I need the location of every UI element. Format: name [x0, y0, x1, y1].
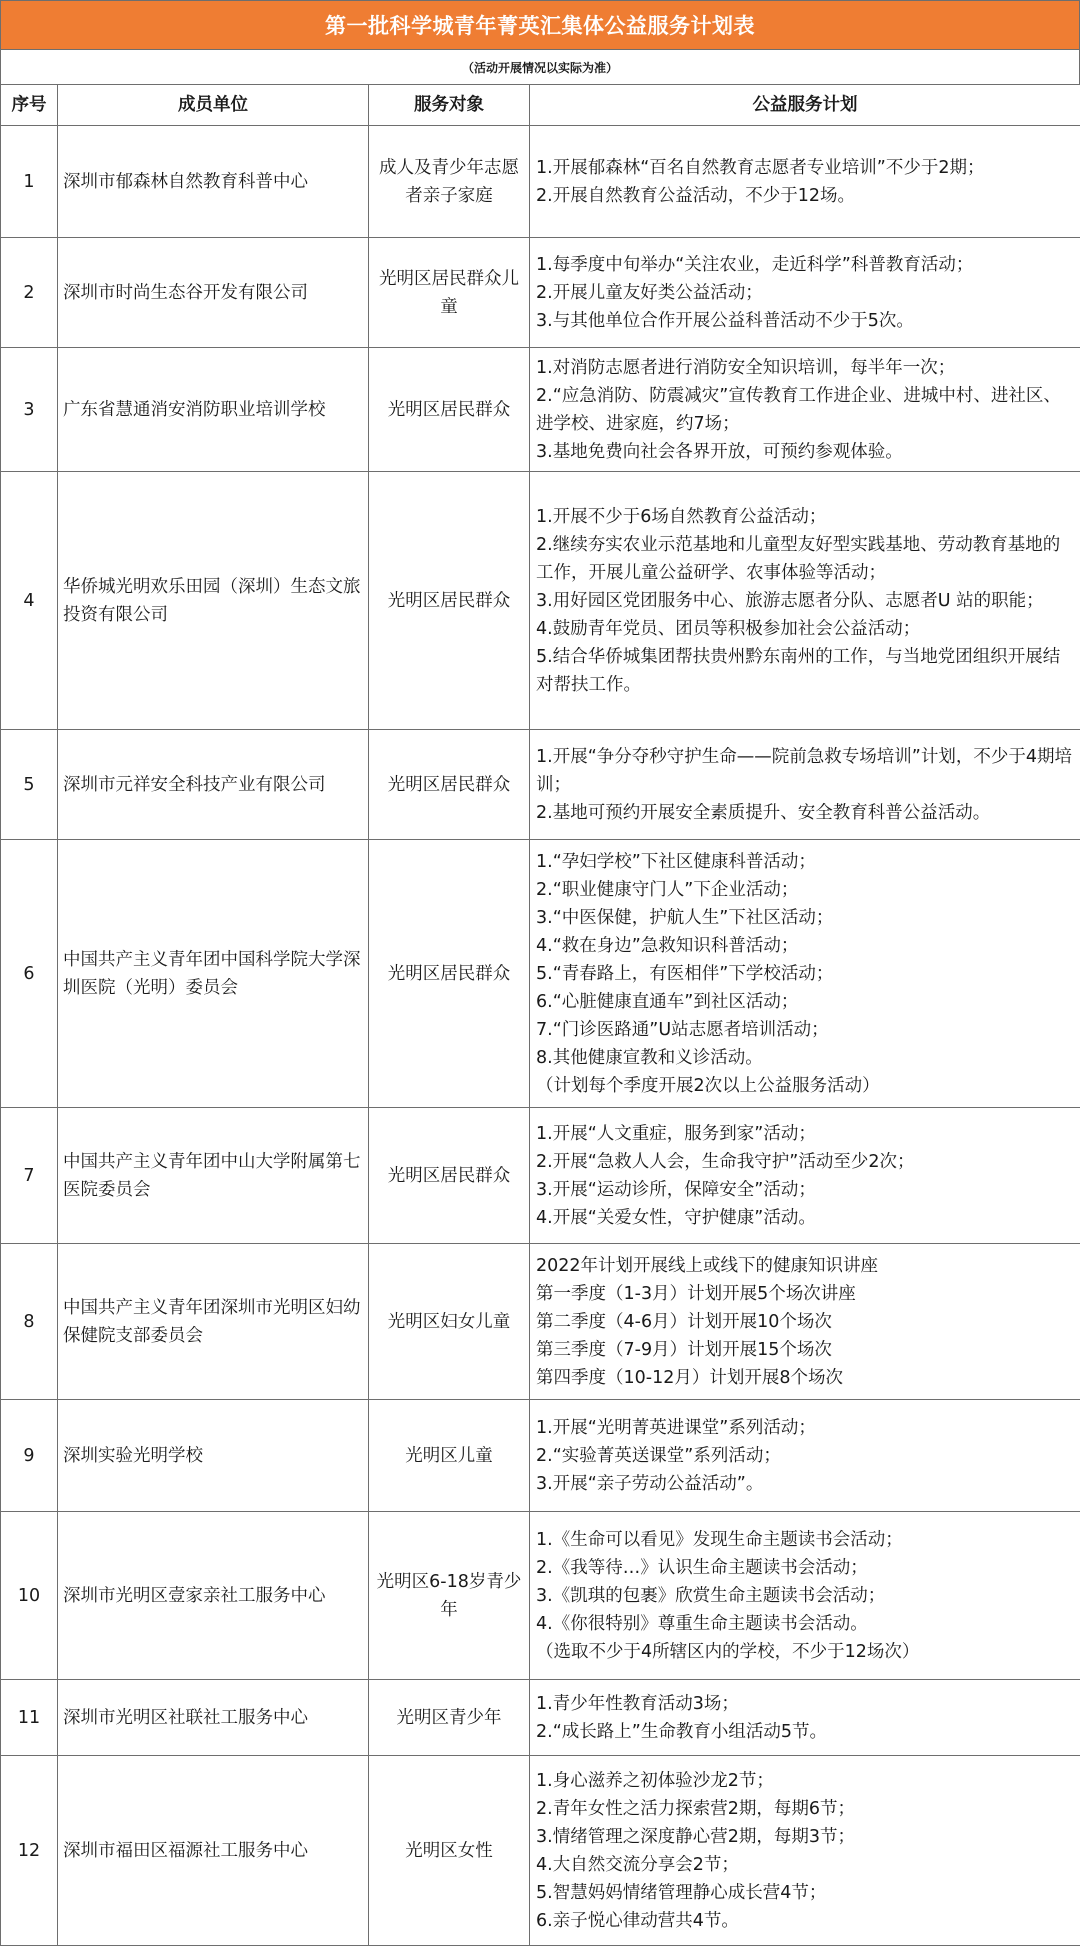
row-plan: [530, 1680, 1080, 1756]
row-target: 光明区女性: [369, 1756, 530, 1946]
table-row: [1, 348, 1080, 472]
table-title: 第一批科学城青年菁英汇集体公益服务计划表: [0, 0, 1080, 50]
row-index: 6: [1, 840, 58, 1108]
row-unit: 深圳市元祥安全科技产业有限公司: [58, 730, 369, 840]
table-row: [1, 1244, 1080, 1400]
row-unit: 华侨城光明欢乐田园（深圳）生态文旅投资有限公司: [58, 472, 369, 730]
header-unit: 成员单位: [58, 85, 369, 126]
row-plan: [530, 840, 1080, 1108]
table-row: [1, 730, 1080, 840]
header-plan: 公益服务计划: [530, 85, 1080, 126]
row-plan: [530, 472, 1080, 730]
plan-line: 1.开展“争分夺秒守护生命——院前急救专场培训”计划，不少于4期培训；: [536, 743, 1074, 799]
header-index: 序号: [1, 85, 58, 126]
plan-line: 2.“成长路上”生命教育小组活动5节。: [536, 1718, 1074, 1746]
plan-line: 3.开展“运动诊所，保障安全”活动；: [536, 1176, 1074, 1204]
row-plan: [530, 1756, 1080, 1946]
plan-line: 1.每季度中旬举办“关注农业，走近科学”科普教育活动；: [536, 251, 1074, 279]
row-plan: [530, 238, 1080, 348]
row-index: 11: [1, 1680, 58, 1756]
plan-line: 2.“实验菁英送课堂”系列活动；: [536, 1442, 1074, 1470]
row-target: 光明区居民群众: [369, 472, 530, 730]
plan-line: 3.开展“亲子劳动公益活动”。: [536, 1470, 1074, 1498]
plan-line: 第三季度（7-9月）计划开展15个场次: [536, 1336, 1074, 1364]
plan-line: 1.“孕妇学校”下社区健康科普活动；: [536, 848, 1074, 876]
row-index: 9: [1, 1400, 58, 1512]
table-row: [1, 1400, 1080, 1512]
row-plan: [530, 730, 1080, 840]
plan-line: 1.青少年性教育活动3场；: [536, 1690, 1074, 1718]
row-index: 12: [1, 1756, 58, 1946]
row-target: 成人及青少年志愿者亲子家庭: [369, 126, 530, 238]
table-row: [1, 1680, 1080, 1756]
row-target: 光明区妇女儿童: [369, 1244, 530, 1400]
row-target: 光明区6-18岁青少年: [369, 1512, 530, 1680]
plan-line: 4.《你很特别》尊重生命主题读书会活动。: [536, 1610, 1074, 1638]
table-row: [1, 1108, 1080, 1244]
plan-line: 2.开展“急救人人会，生命我守护”活动至少2次；: [536, 1148, 1074, 1176]
plan-line: 第四季度（10-12月）计划开展8个场次: [536, 1364, 1074, 1392]
row-unit: 中国共产主义青年团深圳市光明区妇幼保健院支部委员会: [58, 1244, 369, 1400]
row-index: 4: [1, 472, 58, 730]
plan-line: 5.智慧妈妈情绪管理静心成长营4节；: [536, 1879, 1074, 1907]
row-index: 10: [1, 1512, 58, 1680]
plan-line: 2.继续夯实农业示范基地和儿童型友好型实践基地、劳动教育基地的工作，开展儿童公益研学、农事体验等活动；: [536, 531, 1074, 587]
plan-line: 4.“救在身边”急救知识科普活动；: [536, 932, 1074, 960]
plan-line: 第一季度（1-3月）计划开展5个场次讲座: [536, 1280, 1074, 1308]
row-plan: [530, 1244, 1080, 1400]
plan-line: 1.对消防志愿者进行消防安全知识培训，每半年一次；: [536, 354, 1074, 382]
row-unit: 深圳市郁森林自然教育科普中心: [58, 126, 369, 238]
plan-line: 2.《我等待…》认识生命主题读书会活动；: [536, 1554, 1074, 1582]
table-row: [1, 840, 1080, 1108]
plan-line: 2.基地可预约开展安全素质提升、安全教育科普公益活动。: [536, 799, 1074, 827]
row-index: 3: [1, 348, 58, 472]
plan-line: （计划每个季度开展2次以上公益服务活动）: [536, 1072, 1074, 1100]
plan-line: 2.开展儿童友好类公益活动；: [536, 279, 1074, 307]
row-plan: [530, 1400, 1080, 1512]
row-plan: [530, 126, 1080, 238]
header-row: [1, 85, 1080, 126]
plan-line: 2.青年女性之活力探索营2期，每期6节；: [536, 1795, 1074, 1823]
row-plan: [530, 1108, 1080, 1244]
row-plan: [530, 348, 1080, 472]
plan-line: 3.与其他单位合作开展公益科普活动不少于5次。: [536, 307, 1074, 335]
row-unit: 深圳实验光明学校: [58, 1400, 369, 1512]
service-plan-table: [0, 84, 1080, 1946]
table-body: [1, 126, 1080, 1946]
plan-line: 3.《凯琪的包裹》欣赏生命主题读书会活动；: [536, 1582, 1074, 1610]
plan-line: 4.鼓励青年党员、团员等积极参加社会公益活动；: [536, 615, 1074, 643]
plan-line: 1.开展郁森林“百名自然教育志愿者专业培训”不少于2期；: [536, 154, 1074, 182]
row-index: 8: [1, 1244, 58, 1400]
row-target: 光明区居民群众儿童: [369, 238, 530, 348]
row-index: 7: [1, 1108, 58, 1244]
plan-line: 5.结合华侨城集团帮扶贵州黔东南州的工作，与当地党团组织开展结对帮扶工作。: [536, 643, 1074, 699]
plan-line: 6.“心脏健康直通车”到社区活动；: [536, 988, 1074, 1016]
row-target: 光明区儿童: [369, 1400, 530, 1512]
plan-line: 1.开展“光明菁英进课堂”系列活动；: [536, 1414, 1074, 1442]
plan-line: （选取不少于4所辖区内的学校，不少于12场次）: [536, 1638, 1074, 1666]
plan-line: 2.“应急消防、防震减灾”宣传教育工作进企业、进城中村、进社区、进学校、进家庭，约7场；: [536, 382, 1074, 438]
plan-line: 2022年计划开展线上或线下的健康知识讲座: [536, 1252, 1074, 1280]
table-row: [1, 472, 1080, 730]
plan-line: 1.开展不少于6场自然教育公益活动；: [536, 503, 1074, 531]
plan-line: 2.“职业健康守门人”下企业活动；: [536, 876, 1074, 904]
row-plan: [530, 1512, 1080, 1680]
plan-line: 第二季度（4-6月）计划开展10个场次: [536, 1308, 1074, 1336]
row-unit: 深圳市福田区福源社工服务中心: [58, 1756, 369, 1946]
row-unit: 中国共产主义青年团中山大学附属第七医院委员会: [58, 1108, 369, 1244]
plan-line: 5.“青春路上，有医相伴”下学校活动；: [536, 960, 1074, 988]
plan-line: 3.用好园区党团服务中心、旅游志愿者分队、志愿者U 站的职能；: [536, 587, 1074, 615]
row-index: 5: [1, 730, 58, 840]
table-note: （活动开展情况以实际为准）: [0, 50, 1080, 84]
row-target: 光明区居民群众: [369, 1108, 530, 1244]
plan-line: 7.“门诊医路通”U站志愿者培训活动；: [536, 1016, 1074, 1044]
row-unit: 深圳市时尚生态谷开发有限公司: [58, 238, 369, 348]
row-unit: 中国共产主义青年团中国科学院大学深圳医院（光明）委员会: [58, 840, 369, 1108]
plan-line: 3.情绪管理之深度静心营2期，每期3节；: [536, 1823, 1074, 1851]
table-row: [1, 126, 1080, 238]
row-unit: 深圳市光明区壹家亲社工服务中心: [58, 1512, 369, 1680]
plan-line: 6.亲子悦心律动营共4节。: [536, 1907, 1074, 1935]
row-target: 光明区居民群众: [369, 840, 530, 1108]
plan-line: 3.“中医保健，护航人生”下社区活动；: [536, 904, 1074, 932]
row-index: 1: [1, 126, 58, 238]
plan-line: 1.开展“人文重症，服务到家”活动；: [536, 1120, 1074, 1148]
row-target: 光明区居民群众: [369, 730, 530, 840]
plan-line: 8.其他健康宣教和义诊活动。: [536, 1044, 1074, 1072]
plan-line: 4.开展“关爱女性，守护健康”活动。: [536, 1204, 1074, 1232]
plan-line: 4.大自然交流分享会2节；: [536, 1851, 1074, 1879]
table-row: [1, 1756, 1080, 1946]
row-index: 2: [1, 238, 58, 348]
plan-line: 2.开展自然教育公益活动，不少于12场。: [536, 182, 1074, 210]
plan-line: 3.基地免费向社会各界开放，可预约参观体验。: [536, 438, 1074, 466]
table-row: [1, 1512, 1080, 1680]
row-target: 光明区青少年: [369, 1680, 530, 1756]
table-row: [1, 238, 1080, 348]
plan-line: 1.《生命可以看见》发现生命主题读书会活动；: [536, 1526, 1074, 1554]
row-unit: 深圳市光明区社联社工服务中心: [58, 1680, 369, 1756]
plan-line: 1.身心滋养之初体验沙龙2节；: [536, 1767, 1074, 1795]
row-unit: 广东省慧通消安消防职业培训学校: [58, 348, 369, 472]
row-target: 光明区居民群众: [369, 348, 530, 472]
header-target: 服务对象: [369, 85, 530, 126]
